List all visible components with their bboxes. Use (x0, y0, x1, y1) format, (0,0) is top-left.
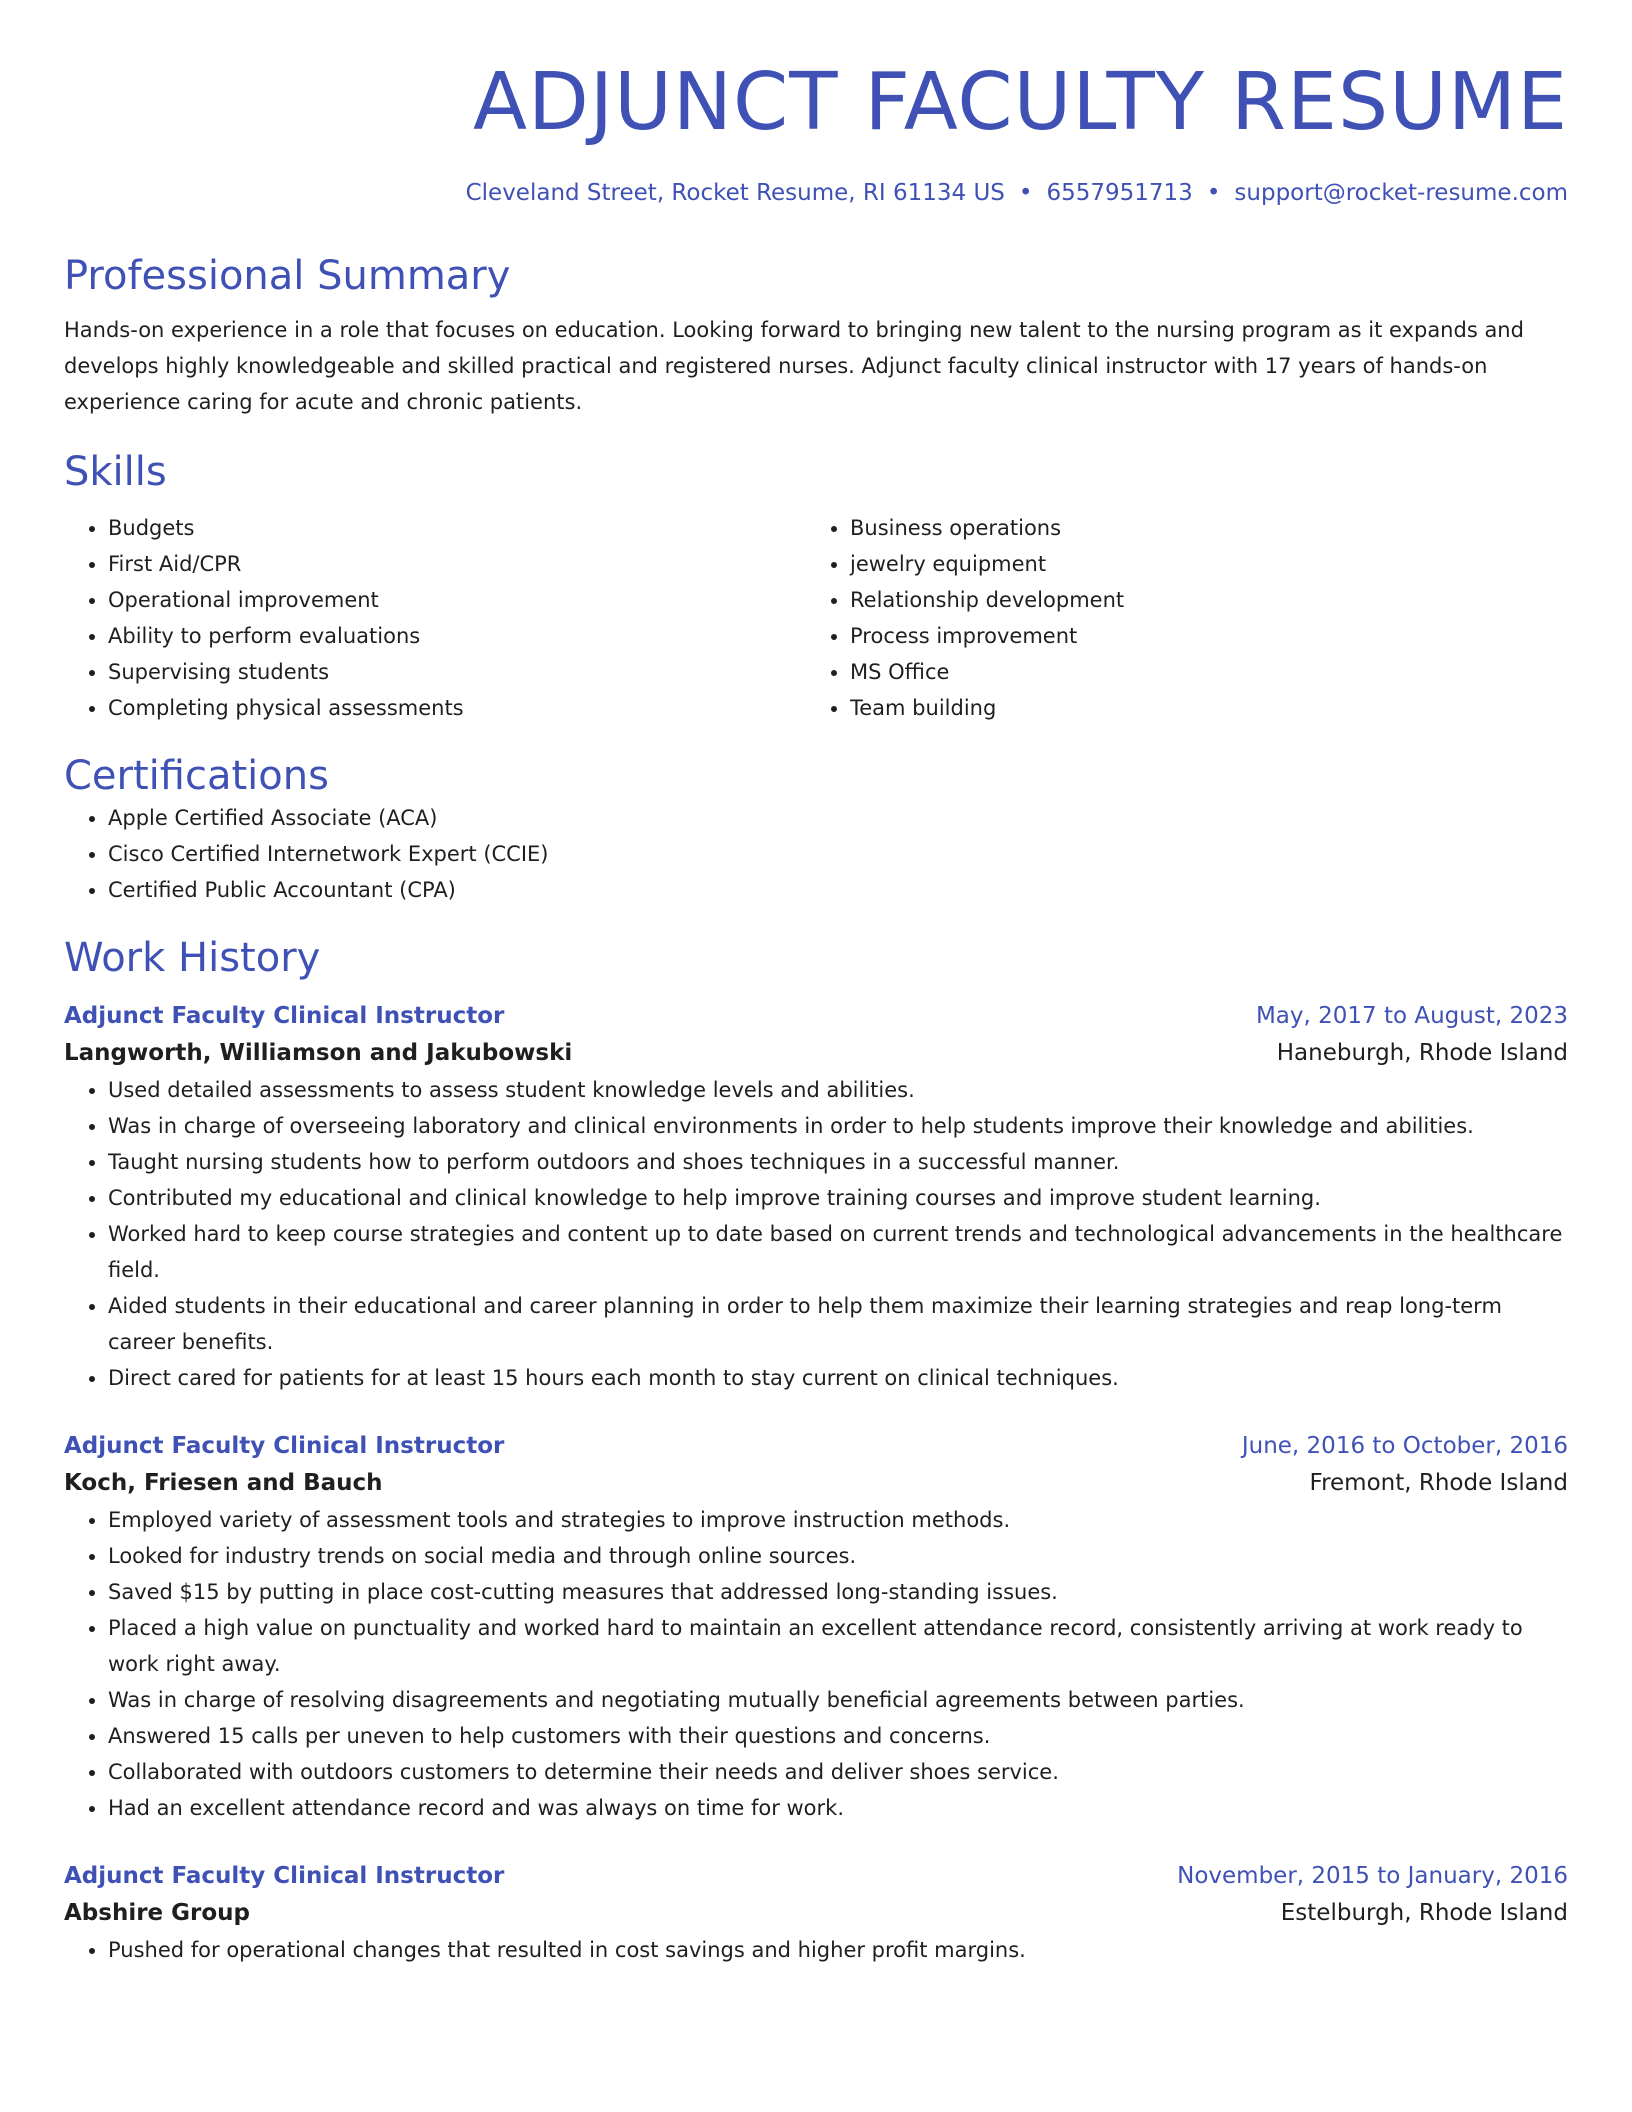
job-bullet: • Taught nursing students how to perform outdoors and shoes techniques in a successful manner. (108, 1144, 1568, 1180)
certification-item: • Cisco Certified Internetwork Expert (CCIE) (108, 836, 1568, 872)
job-bullets (64, 1932, 1568, 1968)
job-title: Adjunct Faculty Clinical Instructor (64, 1433, 505, 1459)
job-bullet: • Answered 15 calls per uneven to help customers with their questions and concerns. (108, 1718, 1568, 1754)
job-company: Abshire Group (64, 1900, 251, 1926)
job-location: Fremont, Rhode Island (1309, 1470, 1568, 1496)
contact-phone: 6557951713 (1046, 180, 1193, 206)
job-bullet: • Was in charge of resolving disagreements and negotiating mutually beneficial agreements between parties. (108, 1682, 1568, 1718)
resume-title: ADJUNCT FACULTY RESUME (472, 56, 1568, 148)
job-bullets (64, 1072, 1568, 1396)
skill-item: • Team building (850, 690, 1548, 726)
skills-heading: Skills (64, 449, 167, 495)
job-bullet: • Saved $15 by putting in place cost-cutting measures that addressed long-standing issues. (108, 1574, 1568, 1610)
contact-separator: • (1206, 180, 1221, 206)
job-dates: June, 2016 to October, 2016 (1241, 1433, 1568, 1459)
job-bullet: • Was in charge of overseeing laboratory and clinical environments in order to help students improve their knowledge and abilities. (108, 1108, 1568, 1144)
job-dates: November, 2015 to January, 2016 (1177, 1863, 1568, 1889)
contact-address: Cleveland Street, Rocket Resume, RI 61134 US (465, 180, 1005, 206)
skill-item: • Completing physical assessments (108, 690, 806, 726)
certifications-heading: Certifications (64, 753, 329, 799)
job-company-row (64, 1464, 1568, 1502)
job-bullet: • Direct cared for patients for at least 15 hours each month to stay current on clinical techniques. (108, 1360, 1568, 1396)
skill-item: • jewelry equipment (850, 546, 1548, 582)
skill-item: • Process improvement (850, 618, 1548, 654)
skills-list-right (806, 510, 1548, 726)
contact-line (64, 178, 1568, 208)
skill-item: • MS Office (850, 654, 1548, 690)
job-bullet: • Aided students in their educational and career planning in order to help them maximize their learning strategies and reap long-term career benefits. (108, 1288, 1568, 1360)
job-title: Adjunct Faculty Clinical Instructor (64, 1863, 505, 1889)
skill-item: • Business operations (850, 510, 1548, 546)
summary-section (64, 252, 1568, 420)
job-bullet: • Pushed for operational changes that resulted in cost savings and higher profit margins. (108, 1932, 1568, 1968)
job-dates: May, 2017 to August, 2023 (1255, 1003, 1568, 1029)
skill-item: • Relationship development (850, 582, 1548, 618)
job-bullet: • Collaborated with outdoors customers to determine their needs and deliver shoes service. (108, 1754, 1568, 1790)
job-title-row (64, 1428, 1568, 1464)
certification-item: • Certified Public Accountant (CPA) (108, 872, 1568, 908)
job-bullet: • Contributed my educational and clinical knowledge to help improve training courses and improve student learning. (108, 1180, 1568, 1216)
job-entry (64, 998, 1568, 1396)
job-entry (64, 1428, 1568, 1826)
job-bullet: • Placed a high value on punctuality and worked hard to maintain an excellent attendance record, consistently arriving at work ready to work right away. (108, 1610, 1568, 1682)
certification-item: • Apple Certified Associate (ACA) (108, 800, 1568, 836)
skill-item: • Operational improvement (108, 582, 806, 618)
skills-section (64, 448, 1568, 726)
job-title-row (64, 998, 1568, 1034)
skill-item: • Budgets (108, 510, 806, 546)
skill-item: • Supervising students (108, 654, 806, 690)
job-bullet: • Employed variety of assessment tools and strategies to improve instruction methods. (108, 1502, 1568, 1538)
job-company: Koch, Friesen and Bauch (64, 1470, 383, 1496)
summary-text: Hands-on experience in a role that focuses on education. Looking forward to bringing new talent to the nursing program as it expands and develops highly knowledgeable and skilled practical and registered nurses. Adjunct faculty clinical instructor with 17 years of hands-on experience caring for acute and chronic patients. (64, 318, 1524, 414)
job-entry (64, 1858, 1568, 1968)
job-location: Estelburgh, Rhode Island (1280, 1900, 1568, 1926)
skills-list-left (64, 510, 806, 726)
job-title: Adjunct Faculty Clinical Instructor (64, 1003, 505, 1029)
skills-grid (64, 510, 1568, 726)
job-company-row (64, 1894, 1568, 1932)
job-bullet: • Used detailed assessments to assess student knowledge levels and abilities. (108, 1072, 1568, 1108)
contact-email[interactable]: support@rocket-resume.com (1234, 180, 1568, 206)
certifications-section (64, 752, 1568, 908)
job-bullet: • Had an excellent attendance record and was always on time for work. (108, 1790, 1568, 1826)
job-location: Haneburgh, Rhode Island (1276, 1040, 1568, 1066)
job-bullet: • Worked hard to keep course strategies and content up to date based on current trends and technological advancements in the healthcare field. (108, 1216, 1568, 1288)
skill-item: • First Aid/CPR (108, 546, 806, 582)
skill-item: • Ability to perform evaluations (108, 618, 806, 654)
job-bullet: • Looked for industry trends on social media and through online sources. (108, 1538, 1568, 1574)
job-title-row (64, 1858, 1568, 1894)
job-bullets (64, 1502, 1568, 1826)
contact-separator: • (1018, 180, 1033, 206)
resume-header (64, 0, 1568, 208)
work-history-heading: Work History (64, 935, 321, 981)
job-company: Langworth, Williamson and Jakubowski (64, 1040, 573, 1066)
work-history-section (64, 934, 1568, 1968)
job-company-row (64, 1034, 1568, 1072)
summary-heading: Professional Summary (64, 253, 511, 299)
certifications-list (64, 800, 1568, 908)
